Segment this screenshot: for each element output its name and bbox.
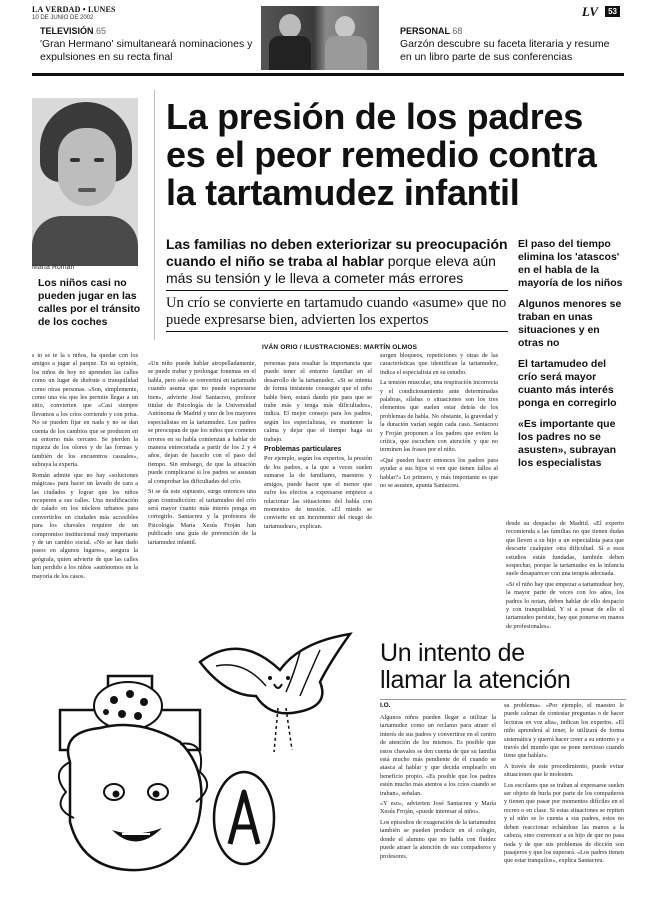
teaser-personal[interactable]: [400, 26, 622, 64]
portrait-photo: [32, 98, 138, 260]
body-paragraph: Los episodios de exageración de la tartamudez también se pueden producir en el colegio, donde el alumno que no habla con fluidez puede atraer la atención de sus compañeros y profesores.: [380, 818, 496, 860]
teaser-page: 68: [452, 26, 463, 36]
body-paragraph: «Si el niño hay que empezar a tartamudear hoy, la mayor parte de veces con los años, los padres lo notan, deben hablar de ello despacio y con tranquilidad. Y si a pesar de ello el tartamudeo persiste, hay que ponerse en manos de profesionales».: [506, 580, 624, 630]
body-paragraph: «Un niño puede hablar atropelladamente, se puede trabar y prolongar fonemas en el habla, pero sólo se convertirá en tartamudo cuando asuma que no puede expresarse bien», advierte José Santacreu, profesor titular de Psicología de la Universidad Autónoma de Madrid y uno de los mayores especialistas en la tartamudez. Los padres se preocupan de que los niños que cometen errores en su habla comienzan a hablar de manera entrecortada a partir de los 2 y 4 años, dejan de hacerlo con el paso del tiempo. Sin embargo, de que la situación puede complicarse si los padres se asustan al comprobar las dificultades del crío.: [148, 360, 256, 485]
body-column-5: [506, 520, 624, 630]
person-silhouette: [335, 16, 355, 38]
body-column-4: [380, 352, 498, 620]
body-paragraph: desde su despacho de Madrid. «El experto recomienda a las familias no que tienen dudas que lleven a su hijo a un especialista para que descarte cualquier otra dificultad. Sí a esos estudios están fundadas, también deben sospechar, porque la tartamudez en la infancia suele desaparecer con una terapia adecuada.: [506, 520, 624, 578]
body-paragraph: «Y eso», advierten José Santacreu y María Xesús Froján, «puede interesar al niño».: [380, 800, 496, 816]
subdeck-rule: [166, 331, 508, 332]
body-paragraph: Si se da este supuesto, surge entonces una gran contradicción: el tartamudeo del crío será mayor cuanto más interés ponga en corregirlo. Santacreu y la profesora de Psicología María Xesús Froján han publicado una guía de prevención de la tartamudez infantil.: [148, 488, 256, 546]
teaser-text: Garzón descubre su faceta literaria y resume en un libro parte de sus conferencias: [400, 38, 610, 63]
teaser-tv[interactable]: [40, 26, 258, 64]
deck-rule: [166, 290, 508, 291]
sidebar-highlights: [518, 238, 626, 478]
teaser-photo: [261, 6, 379, 70]
eye-shape: [94, 158, 104, 162]
letter-a-badge-icon: [214, 772, 274, 864]
body-paragraph: personas para resaltar la importancia que puede tener el entorno familiar en el desarrollo de la tartamudez. «Si se intenta de forma insistente conseguir que el niño hable bien, estará dando pie para que se trabe más y tenga más dificultades», indica. El mejor consejo para los padres, según los especialistas, es mantener la calma y dejar que el tiempo haga su trabajo.: [264, 360, 372, 443]
face-shape: [58, 128, 116, 206]
body-paragraph: A través de este procedimiento, puede evitar situaciones que le molesten.: [504, 762, 624, 779]
body-column-3: [264, 360, 372, 620]
top-rule: [32, 73, 624, 76]
box-column-1: [380, 714, 496, 894]
body-paragraph: «Qué pueden hacer entonces los padres para ayudar a sus hijos si ven que tienen fallos al hablar?» Lo primero, y más importante es que no se asusten, apunta Santacreu.: [380, 456, 498, 490]
deck-bold: Las familias no deben exteriorizar su preocupación cuando el niño se traba al hablar: [166, 236, 508, 269]
box-title: Un intento de llamar la atención: [380, 639, 571, 694]
box-initials: I.O.: [380, 702, 391, 709]
teaser-page: 65: [96, 26, 107, 36]
child-face-icon: [59, 725, 207, 870]
photo-quote: Los niños casi no pueden jugar en las calles por el tránsito de los coches: [38, 277, 141, 328]
body-column-1: [32, 352, 138, 620]
body-column-2: [148, 360, 256, 620]
shoulders-shape: [32, 216, 138, 266]
byline: IVÁN ORIO / ILUSTRACIONES: MARTÍN OLMOS: [262, 344, 418, 351]
teaser-section: TELEVISIÓN: [40, 26, 94, 36]
sidebar-item: El paso del tiempo elimina los 'atascos' en el habla de la mayoría de los niños: [518, 238, 623, 289]
person-silhouette: [325, 36, 367, 70]
person-silhouette: [269, 36, 311, 70]
section-code: LV: [581, 4, 598, 19]
winged-creature-icon: [200, 634, 350, 752]
issue-date: 10 DE JUNIO DE 2002: [32, 15, 94, 21]
body-paragraph: La tensión muscular, una respiración incorrecta y el condicionamiento ante determinadas palabras, sílabas o situaciones son los tres elementos que suelen estar detrás de los problemas de habla. No obstante, la gravedad y la duración varían según cada caso. Santacreu y Froján proponen a los padres que eviten la crítica, que escuchen con atención y que no terminen las frases por el niño.: [380, 379, 498, 454]
deck-rest: porque eleva aún más su tensión y le lleva a cometer más errores: [166, 253, 496, 286]
photo-caption: María Román: [32, 264, 75, 271]
body-paragraph: Román admite que no hay «soluciones mágicas» para hacer un lavado de cara a las ciudades y lograr que los niños recuperen a sus calles. Una modificación de calado en los núcleos urbanos para convertirlos en ciudades más accesibles para los chavales requiere de un compromiso institucional muy importante y de un cambio social. «No se han dado pasos en algunos lugares», asegura la geógrafa, quien advierte de que las calles han perdido a los niños «autónomos en la mayoría de los casos.: [32, 471, 138, 580]
body-paragraph: Los escolares que se traban al expresarse suelen ser objeto de burla por parte de los compañeros y tienen que pasar por momentos difíciles en el recreo o en clase. Si estas situaciones se repiten y el niño se lo cuenta a sus padres, estos no deben reaccionar echándose las manos a la cabeza, sino convencer a su hijo de que no pasa nada y de que sus problemas de dicción son pasajeros y que los superará. «Los padres tienen que estar tranquilos», explica Santacreu.: [504, 781, 624, 865]
body-paragraph: su problema». «Por ejemplo, el maestro le puede calmar de contestar preguntas o de hacer lecturas en voz alta», indican los expertos. «El niño aprenderá al tener, le utilizará de forma sistemática y querrá hacer creer a su entorno y a través del mundo que se pone nervioso cuando tiene que hablar».: [504, 702, 624, 760]
box-column-2: [504, 702, 624, 894]
newspaper-name: LA VERDAD • LUNES: [32, 5, 116, 14]
vertical-rule: [154, 90, 155, 340]
person-silhouette: [279, 14, 301, 38]
body-subhead: Problemas particulares: [264, 446, 342, 454]
sidebar-item: Algunos menores se traban en unas situaciones y en otras no: [518, 298, 622, 349]
body-paragraph: Por ejemplo, según los expertos, la presión de los padres, a la que a veces suelen sumarse la de familiares, maestros y amigos, puede hacer que el menor que sufre los efectos a expresarse empiece a relacionar las situaciones del habla con momentos de tensión. «El miedo se convierte en un incremento del riesgo de tartamudear», explican.: [264, 455, 372, 530]
body-paragraph: surgen bloqueos, repeticiones y otras de las características que identifican la tartamudez, indica el especialista en su estudio.: [380, 352, 498, 376]
body-paragraph: Algunos niños pueden llegar a utilizar la tartamudez como un reclamo para atraer el interés de sus padres y convertirse en el centro de atención de los mismos. Es posible que estos chavales se den cuenta de que su familia está mucho más pendiente de él cuando se atasca al hablar y que decida emplearlo en beneficio propio. «Es posible que los padres estén mucho más atentos a los críos cuando se traban», señalan.: [380, 714, 496, 797]
sidebar-item: El tartamudeo del crío será mayor cuanto más interés ponga en corregirlo: [518, 358, 617, 409]
body-paragraph: s in se te la s niños, ha quedar con los amigos a jugar al parque. En su opinión, los niños de hoy no aprenden las calles como un lugar de disfrute o tranquilidad como otras personas. «Son, simplemente, como una vía que les permite llegar a un sitio, convierten que «Casi siempre llevamos a los críos corriendo y con prisa. No se pueden fijar en nada y no se dan cuenta de los cambios que se producen en su entorno más cercano. Se pierden la riqueza de los olores y de las formas y también de los encuentros casuales», subraya la experta.: [32, 352, 138, 469]
page-number: 53: [605, 6, 620, 17]
headline: La presión de los padres es el peor remedio contra la tartamudez infantil: [166, 96, 597, 213]
polka-bow-icon: [94, 682, 162, 730]
deck: [166, 236, 508, 287]
sidebar-item: «Es importante que los padres no se asusten», subrayan los especialistas: [518, 418, 617, 469]
teaser-text: 'Gran Hermano' simultaneará nominaciones y expulsiones en su recta final: [40, 38, 253, 63]
subdeck: Un crío se convierte en tartamudo cuando «asume» que no puede expresarse bien, advierten los expertos: [166, 295, 507, 328]
mouth-shape: [78, 188, 96, 192]
teaser-section: PERSONAL: [400, 26, 450, 36]
illustration: [30, 622, 370, 892]
box-rule: [380, 699, 626, 700]
eye-shape: [70, 158, 80, 162]
